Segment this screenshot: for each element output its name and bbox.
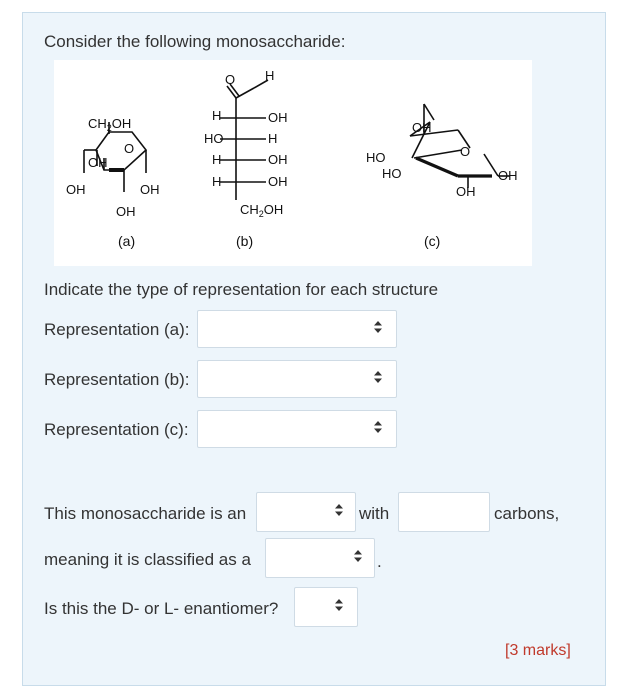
b-ho-2: HO [204,131,224,146]
structure-figure [54,60,532,266]
representation-a-label: Representation (a): [44,320,190,339]
c-oh-bottom: OH [456,184,476,199]
sentence-part2: with [359,504,390,523]
select-arrows-icon [374,370,382,388]
c-ho-lower: HO [382,166,402,181]
sugar-type-select[interactable] [256,492,356,532]
sentence-period: . [377,552,382,571]
label-a: (a) [118,233,136,249]
b-oh-3: OH [268,152,288,167]
label-b: (b) [236,233,254,249]
enantiomer-select[interactable] [294,587,358,627]
a-ch2oh-label: $CH_2OH$ [88,116,132,133]
b-carbonyl-o: O [225,72,236,87]
a-ring-oxygen: O [124,141,135,156]
representation-c-label: Representation (c): [44,420,189,439]
a-oh-left: OH [66,182,86,197]
select-arrows-icon [374,420,382,438]
c-ring-oxygen: O [460,144,471,159]
representation-c-select[interactable] [197,410,397,448]
b-h-1: H [212,108,222,123]
sentence-part3: carbons, [494,504,560,523]
marks-label: [3 marks] [505,642,571,659]
b-h-2: H [268,131,278,146]
select-arrows-icon [374,320,382,338]
b-h-4: H [212,174,222,189]
select-arrows-icon [335,598,343,616]
representation-b-select[interactable] [197,360,397,398]
b-h-3: H [212,152,222,167]
enantiomer-question: Is this the D- or L- enantiomer? [44,599,279,618]
c-oh-top: OH [412,120,432,135]
representation-b-label: Representation (b): [44,370,190,389]
select-arrows-icon [335,503,343,521]
c-ho-upper: HO [366,150,386,165]
a-oh-bottom: OH [116,204,136,219]
b-ch2oh-label: $CH_2OH$ [240,202,284,219]
instruction-text: Indicate the type of representation for each structure [44,280,439,299]
b-oh-4: OH [268,174,288,189]
sentence-part1: This monosaccharide is an [44,504,247,523]
label-c: (c) [424,233,441,249]
b-aldehyde-h: H [265,68,275,83]
intro-text: Consider the following monosaccharide: [44,32,346,51]
sentence-part4: meaning it is classified as a [44,550,251,569]
c-oh-right: OH [498,168,518,183]
classification-select[interactable] [265,538,375,578]
carbon-count-input[interactable] [398,492,490,532]
representation-a-select[interactable] [197,310,397,348]
select-arrows-icon [354,549,362,567]
a-oh-upper: OH [88,155,108,170]
a-oh-right: OH [140,182,160,197]
b-oh-1: OH [268,110,288,125]
structures-svg [54,60,532,266]
